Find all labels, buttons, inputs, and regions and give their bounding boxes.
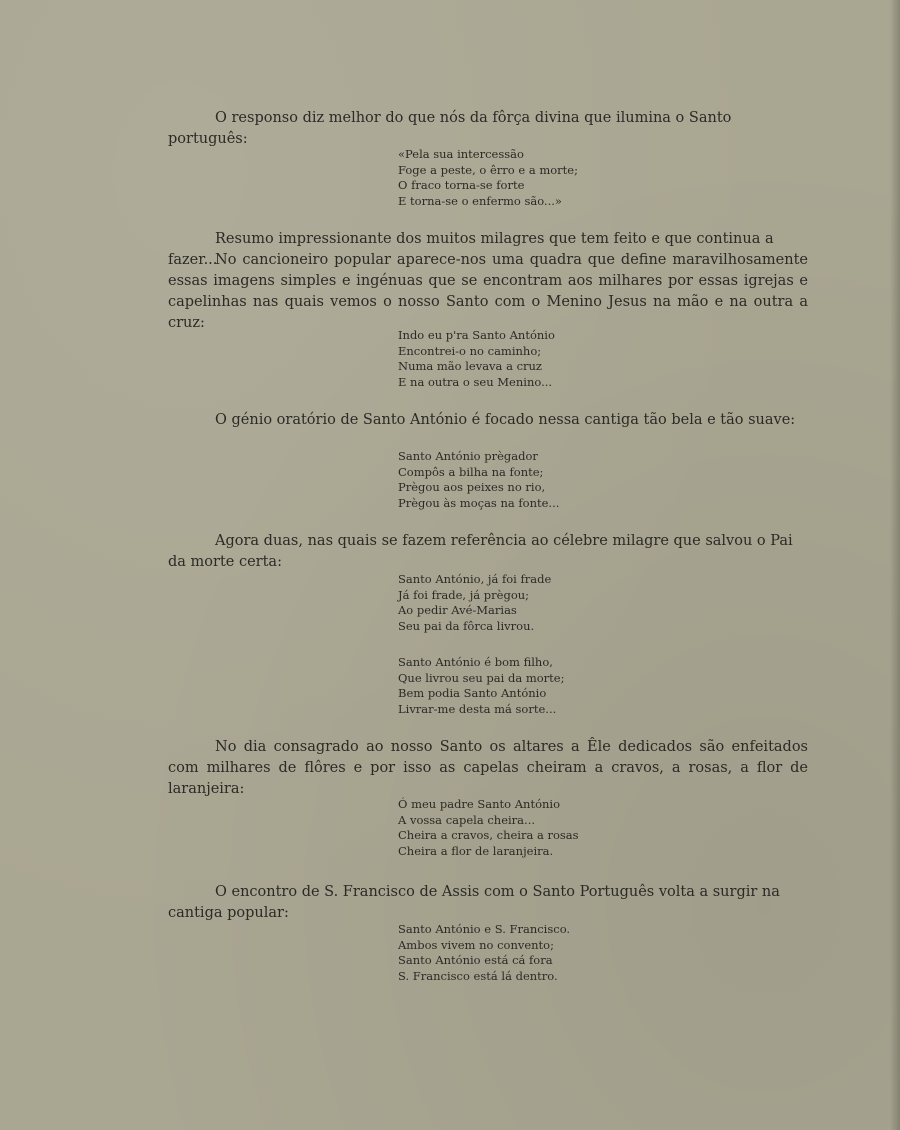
verse-bom-filho: [398, 655, 698, 717]
verse-line: Santo António e S. Francisco.: [398, 922, 571, 936]
verse-line: Indo eu p'ra Santo António: [398, 328, 555, 342]
verse-line: Que livrou seu pai da morte;: [398, 670, 565, 685]
verse-line: Ao pedir Avé-Marias: [398, 603, 517, 617]
paragraph-cancioneiro: No cancioneiro popular aparece-nos uma quadra que define maravilhosamente essas imagens simples e ingénuas que se encontram aos milhares por essas igrejas e capelinhas nas quais vemos o nosso Santo com o Menino Jesus na mão e na outra a cruz:: [168, 252, 808, 331]
verse-caminho: [398, 328, 698, 390]
paragraph-genio: O génio oratório de Santo António é focado nessa cantiga tão bela e tão suave:: [215, 412, 796, 428]
paragraph-encontro: O encontro de S. Francisco de Assis com o Santo Português volta a surgir na cantiga popular:: [168, 884, 780, 921]
verse-line: Livrar-me desta má sorte...: [398, 701, 557, 716]
page-edge-shadow: [890, 0, 900, 1130]
verse-line: Foge a peste, o êrro e a morte;: [398, 162, 578, 177]
verse-line: O fraco torna-se forte: [398, 178, 525, 192]
verse-line: Numa mão levava a cruz: [398, 359, 542, 373]
verse-line: S. Francisco está lá dentro.: [398, 968, 558, 983]
verse-line: Cheira a cravos, cheira a rosas: [398, 828, 579, 842]
verse-capela: [398, 797, 698, 859]
verse-line: Prègou às moças na fonte...: [398, 495, 560, 510]
verse-line: A vossa capela cheira...: [398, 812, 536, 827]
verse-line: E torna-se o enfermo são...»: [398, 193, 562, 208]
verse-line: Bem podia Santo António: [398, 686, 547, 700]
verse-line: Ó meu padre Santo António: [398, 797, 560, 811]
verse-line: E na outra o seu Menino...: [398, 374, 553, 389]
paragraph-dia-consagrado: No dia consagrado ao nosso Santo os altares a Êle dedicados são enfeitados com milhares de flôres e por isso as capelas cheiram a cravos, a rosas, a flor de laranjeira:: [168, 739, 808, 797]
verse-convento: [398, 922, 698, 984]
verse-line: Prègou aos peixes no rio,: [398, 480, 546, 494]
paragraph-resumo: Resumo impressionante dos muitos milagres que tem feito e que continua a fazer...: [168, 231, 774, 268]
verse-line: Santo António é bom filho,: [398, 655, 553, 669]
verse-line: Santo António, já foi frade: [398, 572, 552, 586]
verse-line: Santo António está cá fora: [398, 953, 553, 967]
verse-line: «Pela sua intercessão: [398, 147, 524, 161]
verse-line: Já foi frade, já prègou;: [398, 587, 530, 602]
verse-frade: [398, 572, 698, 634]
verse-line: Ambos vivem no convento;: [398, 937, 554, 952]
verse-line: Seu pai da fôrca livrou.: [398, 618, 535, 633]
paragraph-responso: O responso diz melhor do que nós da fôrça divina que ilumina o Santo português:: [168, 110, 732, 147]
verse-line: Encontrei-o no caminho;: [398, 343, 542, 358]
paragraph-milagre: Agora duas, nas quais se fazem referência ao célebre milagre que salvou o Pai da morte certa:: [168, 533, 793, 570]
verse-line: Cheira a flor de laranjeira.: [398, 843, 554, 858]
verse-line: Santo António prègador: [398, 449, 538, 463]
verse-line: Compôs a bilha na fonte;: [398, 464, 544, 479]
verse-pregador: [398, 449, 698, 511]
verse-responso: [398, 147, 698, 209]
